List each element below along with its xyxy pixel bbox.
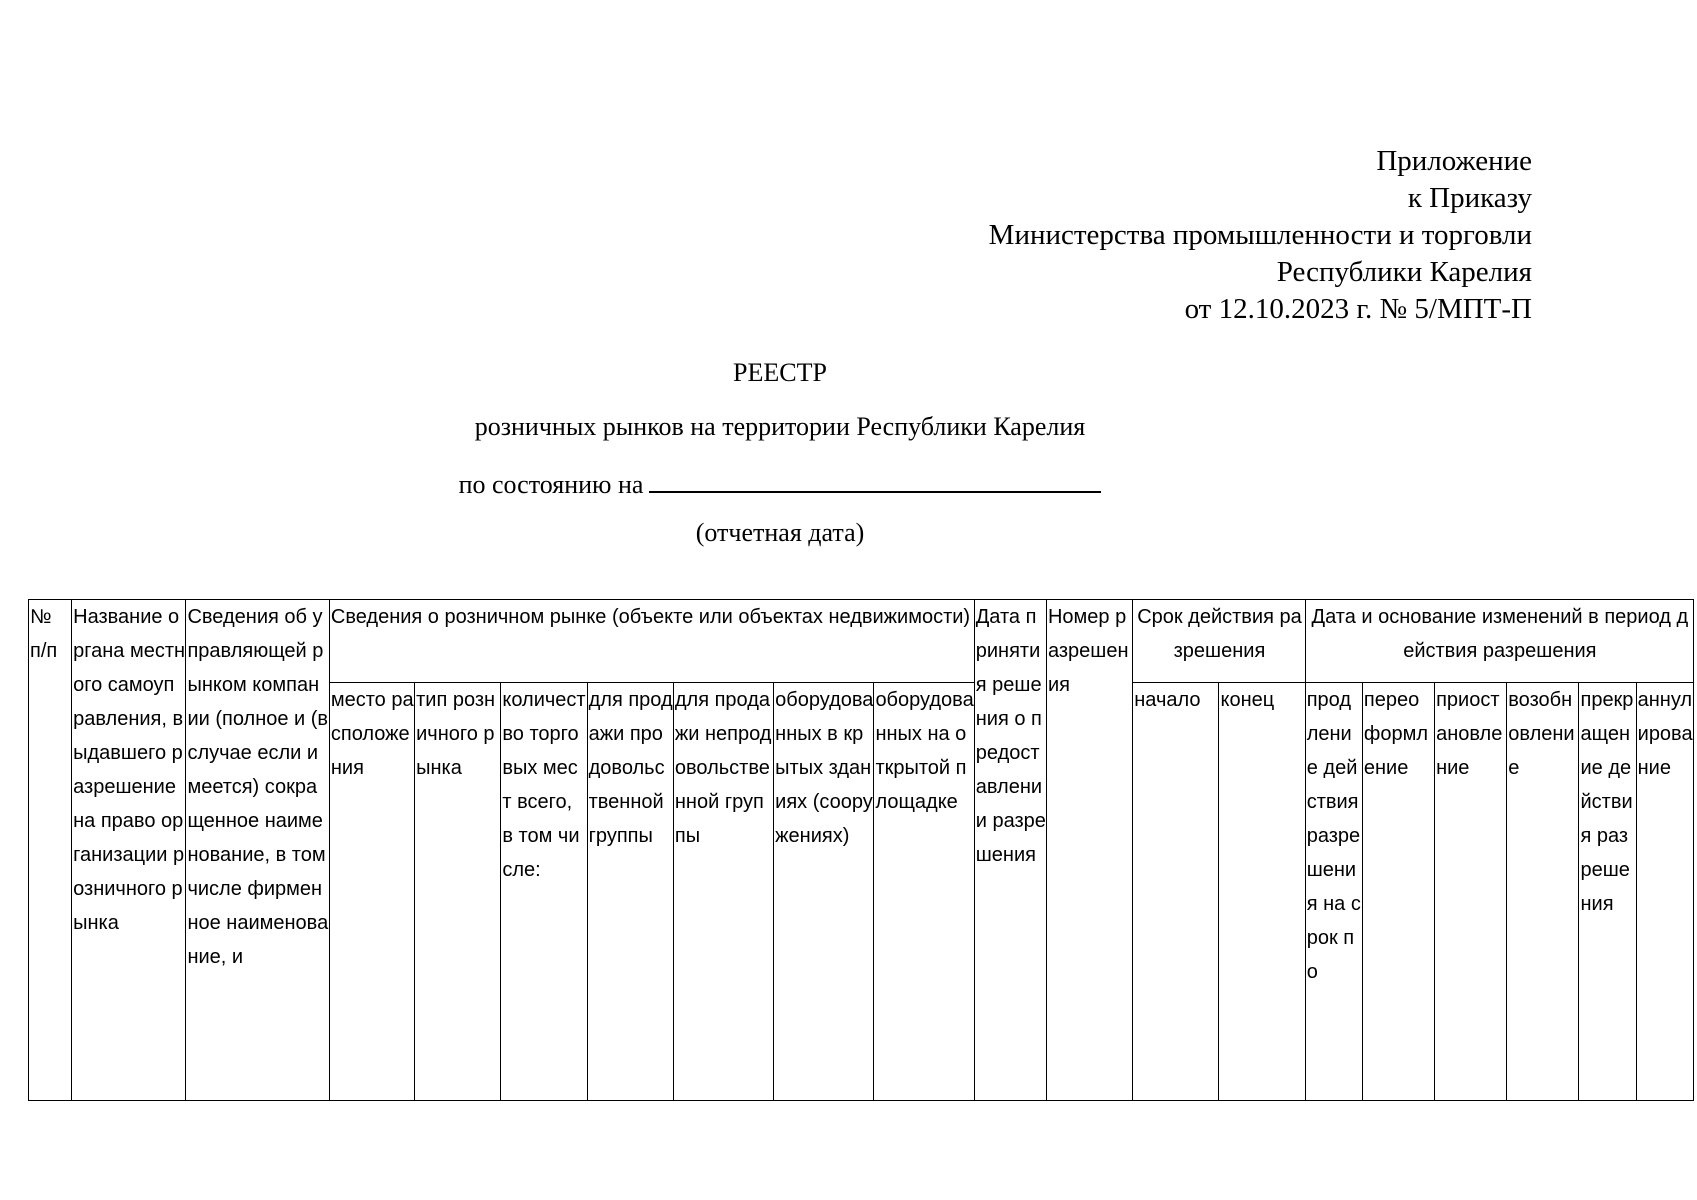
header-nonfood: для продажи непродовольственной группы (673, 683, 773, 1101)
header-reissue: переоформление (1362, 683, 1434, 1101)
header-cancellation: аннулирование (1636, 683, 1693, 1101)
header-market-group: Сведения о розничном рынке (объекте или объектах недвижимости) (329, 600, 974, 683)
state-line (0, 465, 1560, 500)
header-start: начало (1133, 683, 1219, 1101)
header-manager: Сведения об управляющей рынком компании (полное и (в случае если имеется) сокращенное наименование, в том числе фирменное наименование, и (186, 600, 329, 1101)
table-header-row (29, 600, 1694, 683)
header-outdoor: оборудованных на открытой площадке (874, 683, 974, 1101)
header-indoor: оборудованных в крытых зданиях (сооружениях) (774, 683, 874, 1101)
header-places-total: количество торговых мест всего, в том числе: (501, 683, 587, 1101)
approval-line-appendix: Приложение (1376, 145, 1532, 177)
header-decision-date: Дата принятия решения о предоставлении разрешения (974, 600, 1046, 1101)
header-food: для продажи продовольственной группы (587, 683, 673, 1101)
header-termination: прекращение действия разрешения (1579, 683, 1636, 1101)
header-number: № п/п (29, 600, 72, 1101)
header-changes-group: Дата и основание изменений в период действия разрешения (1305, 600, 1693, 683)
header-location: место расположения (329, 683, 414, 1101)
header-extension: продление действия разрешения на срок по (1305, 683, 1362, 1101)
state-prefix: по состоянию на (458, 470, 644, 499)
approval-line-order: к Приказу (1407, 182, 1532, 214)
registry-table (28, 599, 1694, 1101)
approval-line-republic: Республики Карелия (1276, 256, 1532, 288)
document-title: РЕЕСТР (733, 358, 827, 387)
header-market-type: тип розничного рынка (415, 683, 501, 1101)
header-end: конец (1219, 683, 1305, 1101)
reporting-date-note: (отчетная дата) (695, 518, 865, 547)
header-suspension: приостановление (1435, 683, 1507, 1101)
header-permit-number: Номер разрешения (1046, 600, 1132, 1101)
approval-block (989, 143, 1532, 328)
document-subtitle: розничных рынков на территории Республики Карелия (474, 412, 1086, 441)
date-blank-field (649, 465, 1101, 493)
approval-line-date-number: от 12.10.2023 г. № 5/МПТ-П (1184, 293, 1532, 325)
header-validity-group: Срок действия разрешения (1133, 600, 1306, 683)
header-resumption: возобновление (1507, 683, 1579, 1101)
header-authority: Название органа местного самоуправления, выдавшего разрешение на право организации розничного рынка (72, 600, 186, 1101)
approval-line-ministry: Министерства промышленности и торговли (988, 219, 1532, 251)
